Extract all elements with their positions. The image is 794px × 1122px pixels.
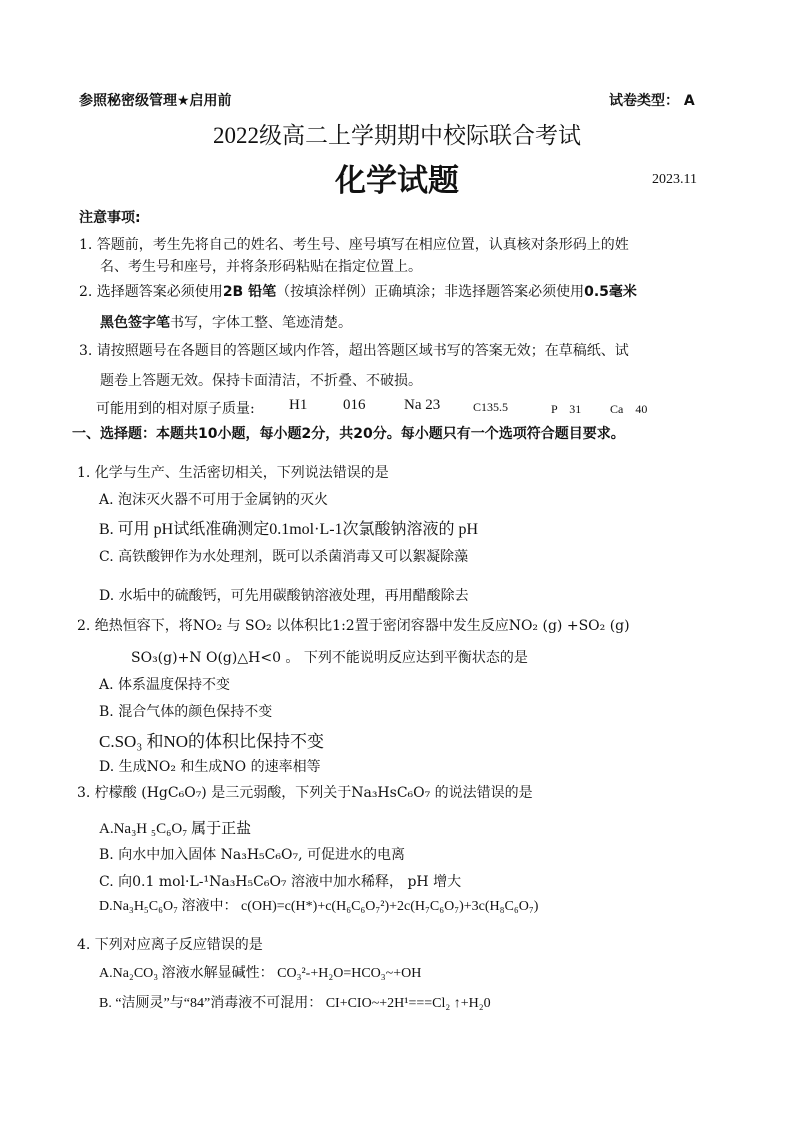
q4-stem: 4. 下列对应离子反应错误的是 [77,937,263,953]
confidential-label: 参照秘密级管理★启用前 [79,93,232,109]
notice-item-2-line-2 [100,312,352,332]
q4-option-a: A.Na₂CO₃ 溶液水解显碱性： CO₃²-+H₂O=HCO₃~+OH [99,966,422,981]
q1-option-d: D. 水垢中的硫酸钙，可先用碳酸钠溶液处理，再用醋酸除去 [99,588,469,604]
q3-option-b: B. 向水中加入固体 Na₃H₅C₆O₇, 可促进水的电离 [99,847,405,863]
subject-title: 化学试题 [335,163,459,199]
exam-title: 2022级高二上学期期中校际联合考试 [213,123,581,148]
atomic-mass-h: H1 [289,397,308,413]
atomic-mass-cl: C135.5 [473,400,509,414]
q1-option-c: C. 高铁酸钾作为水处理剂，既可以杀菌消毒又可以絮凝除藻 [99,549,469,565]
q2-option-c: C.SO₃ 和NO的体积比保持不变 [99,732,325,751]
notice-item-2-part-c: （按填涂样例）正确填涂；非选择题答案必须使用 [276,284,585,300]
notice-item-2-line-2-rest: 书写，字体工整、笔迹清楚。 [170,315,352,331]
q3-option-d: D.Na₃H₅C₆O₇ 溶液中： c(OH)=c(H*)+c(H₆C₆O₇²)+2c(H₇C₆O₇)+3c(H₈C₆O₇) [99,899,539,914]
atomic-mass-p: P 31 [551,402,582,416]
notice-item-3-line-2: 题卷上答题无效。保持卡面清洁，不折叠、不破损。 [100,373,422,389]
q2-stem: 2. 绝热恒容下，将NO₂ 与 SO₂ 以体积比1:2置于密闭容器中发生反应NO₂ (g) +SO₂ (g) [77,618,630,634]
q2-option-b: B. 混合气体的颜色保持不变 [99,704,273,720]
q1-option-a: A. 泡沫灭火器不可用于金属钠的灭火 [99,492,329,508]
q2-option-d: D. 生成NO₂ 和生成NO 的速率相等 [99,759,321,775]
q3-stem: 3. 柠檬酸 (HgC₆O₇) 是三元弱酸，下列关于Na₃HsC₆O₇ 的说法错误的是 [77,785,533,801]
notice-item-2-black-pen: 黑色签字笔 [100,315,170,331]
atomic-mass-o: 016 [343,397,366,413]
q3-option-a: A.Na₃H ₅C₆O₇ 属于正盐 [99,821,252,837]
q3-option-c: C. 向0.1 mol·L-¹Na₃H₅C₆O₇ 溶液中加水稀释， pH 增大 [99,874,462,890]
exam-date: 2023.11 [652,172,697,187]
q2-equation-line: SO₃(g)+N O(g)△H<0 。 下列不能说明反应达到平衡状态的是 [131,650,528,666]
atomic-mass-ca: Ca 40 [610,402,648,416]
notice-item-2-line-1 [79,281,637,301]
notice-item-2-pen-size: 0.5毫米 [584,284,637,300]
notice-item-2-part-a: 2. 选择题答案必须使用 [79,284,223,300]
q1-stem: 1. 化学与生产、生活密切相关，下列说法错误的是 [77,465,389,481]
notice-item-2-pencil: 2B 铅笔 [222,284,277,300]
notice-heading: 注意事项: [79,210,141,226]
section-1-heading: 一、选择题：本题共10小题，每小题2分，共20分。每小题只有一个选项符合题目要求。 [72,426,625,442]
paper-type-label: 试卷类型： A [609,93,695,109]
atomic-mass-label: 可能用到的相对原子质量: [96,401,255,417]
notice-item-3-line-1: 3. 请按照题号在各题目的答题区域内作答，超出答题区域书写的答案无效；在草稿纸、试 [79,343,629,359]
q4-option-b: B. “洁厕灵”与“84”消毒液不可混用： CI+CIO~+2H¹===Cl₂ ↑+H₂0 [99,996,491,1011]
atomic-mass-na: Na 23 [404,397,441,413]
q2-option-a: A. 体系温度保持不变 [99,677,231,693]
notice-item-1-line-1: 1. 答题前，考生先将自己的姓名、考生号、座号填写在相应位置，认真核对条形码上的姓 [79,237,629,253]
notice-item-1-line-2: 名、考生号和座号，并将条形码粘贴在指定位置上。 [100,259,422,275]
q1-option-b: B. 可用 pH试纸准确测定0.1mol·L-1次氯酸钠溶液的 pH [99,521,479,538]
